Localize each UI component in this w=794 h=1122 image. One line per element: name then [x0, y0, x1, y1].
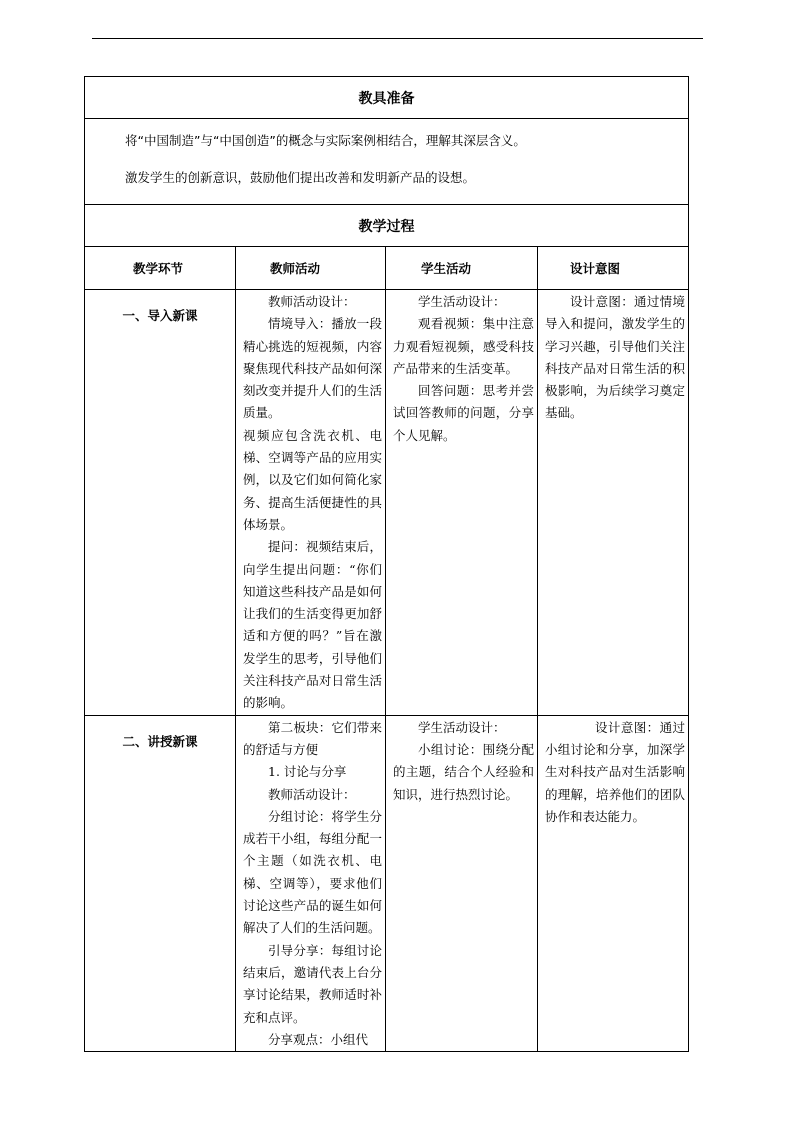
teacher-paragraph: 教师活动设计： [268, 786, 356, 802]
design-intent-cell [538, 290, 689, 716]
teacher-activity-cell [236, 290, 386, 716]
teacher-paragraph: 分享观点：小组代 [268, 1031, 369, 1047]
stage-cell [85, 290, 236, 716]
intent-paragraph: 设计意图：通过小组讨论和分享，加深学生对科技产品对生活影响的理解，培养他们的团队协作和表达能力。 [545, 719, 685, 824]
stage-label: 一、导入新课 [122, 308, 198, 323]
stage-cell [85, 715, 236, 1051]
prep-content-row [85, 119, 689, 205]
header-stage [85, 247, 236, 290]
design-intent-cell [538, 715, 689, 1051]
lesson-plan-table [84, 76, 689, 1052]
stage-label: 二、讲授新课 [122, 733, 198, 749]
intent-paragraph: 设计意图：通过情境导入和提问，激发学生的学习兴趣，引导他们关注科技产品对日常生活的积极影响，为后续学习奠定基础。 [545, 294, 685, 421]
header-stage-label: 教学环节 [133, 261, 184, 276]
prep-title-row [85, 77, 689, 119]
prep-goal-2: 激发学生的创新意识，鼓励他们提出改善和发明新产品的设想。 [125, 170, 476, 185]
header-intent-label: 设计意图 [570, 261, 621, 276]
header-student [386, 247, 538, 290]
teacher-paragraph: 引导分享：每组讨论结束后，邀请代表上台分享讨论结果，教师适时补充和点评。 [243, 942, 382, 1025]
header-student-label: 学生活动 [421, 261, 472, 276]
table-row [85, 715, 689, 1051]
teacher-activity-cell [236, 715, 386, 1051]
student-activity-cell [386, 290, 538, 716]
student-paragraph: 学生活动设计： [418, 294, 506, 309]
teacher-paragraph: 1. 讨论与分享 [268, 764, 347, 780]
column-header-row [85, 247, 689, 290]
process-title-row [85, 205, 689, 247]
header-rule [92, 38, 703, 39]
teacher-paragraph: 情境导入：播放一段精心挑选的短视频，内容聚焦现代科技产品如何深刻改变并提升人们的生活质量。 [243, 316, 382, 421]
prep-content [85, 119, 689, 205]
table-row [85, 290, 689, 716]
header-teacher [236, 247, 386, 290]
teacher-paragraph: 教师活动设计： [268, 294, 356, 309]
teacher-paragraph: 分组讨论：将学生分成若干小组，每组分配一个主题（如洗衣机、电梯、空调等），要求他们讨论这些产品的诞生如何解决了人们的生活问题。 [243, 808, 382, 936]
student-paragraph: 观看视频：集中注意力观看短视频，感受科技产品带来的生活变革。 [393, 316, 534, 376]
student-paragraph: 小组讨论：围绕分配的主题，结合个人经验和知识，进行热烈讨论。 [393, 741, 534, 802]
teacher-paragraph: 视频应包含洗衣机、电梯、空调等产品的应用实例，以及它们如何简化家务、提高生活便捷性的具体场景。 [243, 427, 382, 532]
teacher-paragraph: 提问：视频结束后，向学生提出问题：“你们知道这些科技产品是如何让我们的生活变得更加舒适和方便的吗？”旨在激发学生的思考，引导他们关注科技产品对日常生活的影响。 [243, 539, 382, 711]
student-paragraph: 回答问题：思考并尝试回答教师的问题，分享个人见解。 [393, 383, 534, 443]
header-intent [538, 247, 689, 290]
teacher-paragraph: 第二板块：它们带来的舒适与方便 [243, 719, 382, 757]
prep-title: 教具准备 [85, 77, 689, 119]
header-teacher-label: 教师活动 [270, 261, 321, 276]
student-paragraph: 学生活动设计： [418, 719, 506, 735]
student-activity-cell [386, 715, 538, 1051]
process-title: 教学过程 [85, 205, 689, 247]
prep-goal-1: 将“中国制造”与“中国创造”的概念与实际案例相结合，理解其深层含义。 [125, 133, 526, 148]
